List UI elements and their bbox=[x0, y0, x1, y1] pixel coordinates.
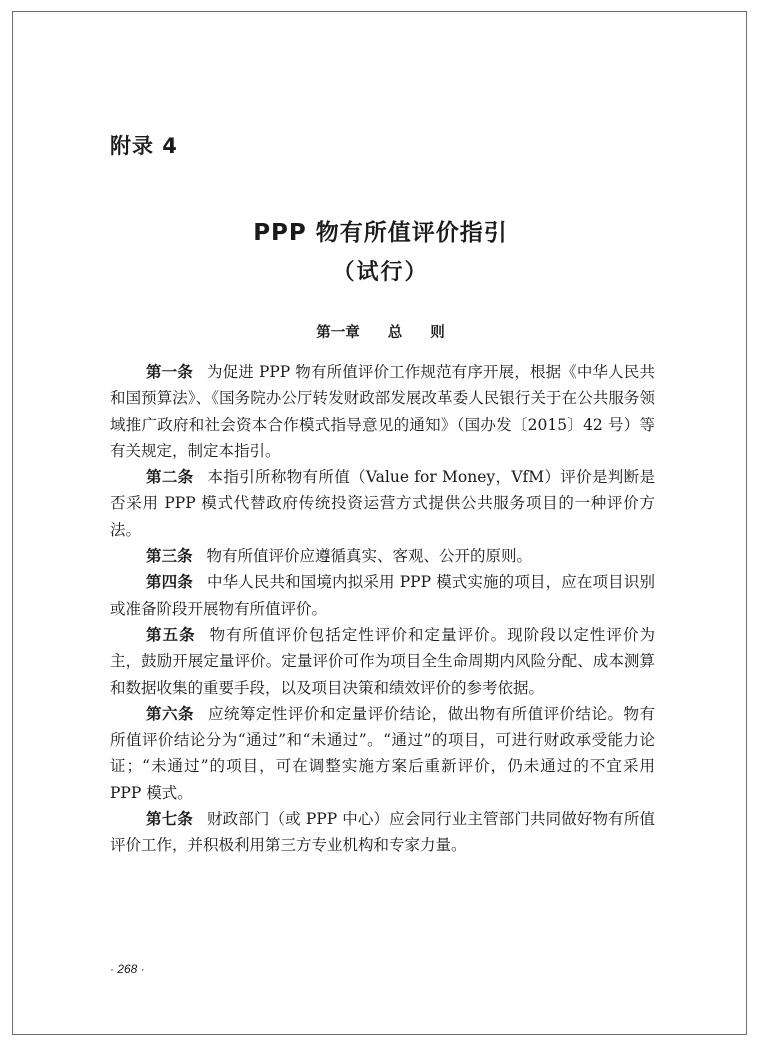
chapter-name-part2: 则 bbox=[430, 325, 445, 341]
article-label: 第四条 bbox=[146, 573, 193, 592]
appendix-label: 附录 4 bbox=[110, 134, 178, 158]
chapter-number: 第一章 bbox=[316, 325, 360, 341]
article-text: 中华人民共和国境内拟采用 PPP 模式实施的项目，应在项目识别或准备阶段开展物有所值评价。 bbox=[110, 573, 655, 618]
document-subtitle: （试行） bbox=[332, 260, 429, 285]
article-text: 物有所值评价应遵循真实、客观、公开的原则。 bbox=[206, 547, 533, 566]
article-text: 为促进 PPP 物有所值评价工作规范有序开展，根据《中华人民共和国预算法》、《国务院办公厅转发财政部发展改革委人民银行关于在公共服务领域推广政府和社会资本合作模式指导意见的通知》（国办发〔2015〕42 号）等有关规定，制定本指引。 bbox=[110, 363, 655, 460]
chapter-heading bbox=[0, 321, 761, 342]
chapter-name-part1: 总 bbox=[387, 325, 403, 341]
article-7 bbox=[110, 806, 655, 859]
document-title: PPP 物有所值评价指引 bbox=[253, 220, 508, 246]
article-1 bbox=[110, 359, 655, 464]
article-text: 物有所值评价包括定性评价和定量评价。现阶段以定性评价为主，鼓励开展定量评价。定量评价可作为项目全生命周期内风险分配、成本测算和数据收集的重要手段，以及项目决策和绩效评价的参考依据。 bbox=[110, 625, 655, 697]
article-label: 第一条 bbox=[146, 363, 193, 381]
article-4 bbox=[110, 569, 655, 622]
article-3 bbox=[110, 543, 655, 569]
article-label: 第五条 bbox=[146, 625, 196, 644]
article-text: 应统筹定性评价和定量评价结论，做出物有所值评价结论。物有所值评价结论分为“通过”和“未通过”。“通过”的项目，可进行财政承受能力论证；“未通过”的项目，可在调整实施方案后重新评价，仍未通过的不宜采用 PPP 模式。 bbox=[110, 704, 655, 802]
article-label: 第二条 bbox=[146, 468, 194, 487]
article-text: 财政部门（或 PPP 中心）应会同行业主管部门共同做好物有所值评价工作，并积极利用第三方专业机构和专家力量。 bbox=[110, 810, 655, 855]
article-label: 第六条 bbox=[146, 704, 194, 723]
article-label: 第七条 bbox=[146, 810, 193, 829]
article-label: 第三条 bbox=[146, 547, 193, 566]
page-number: · 268 · bbox=[110, 962, 145, 976]
article-2 bbox=[110, 464, 655, 543]
article-6 bbox=[110, 701, 655, 806]
article-5 bbox=[110, 622, 655, 701]
document-body bbox=[110, 359, 655, 859]
article-text: 本指引所称物有所值（Value for Money，VfM）评价是判断是否采用 PPP 模式代替政府传统投资运营方式提供公共服务项目的一种评价方法。 bbox=[110, 468, 655, 539]
